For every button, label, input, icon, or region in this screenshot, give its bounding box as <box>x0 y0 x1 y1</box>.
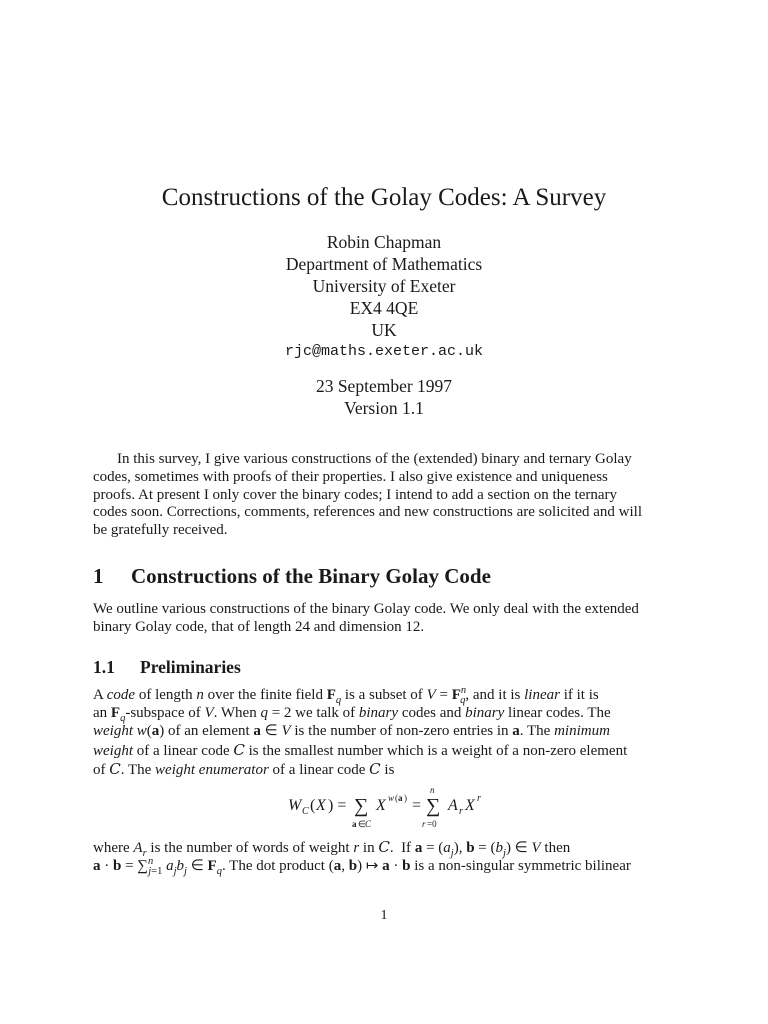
paper-title: Constructions of the Golay Codes: A Survey <box>161 184 607 211</box>
author-university: University of Exeter <box>312 276 456 296</box>
svg-text:a: a <box>352 819 357 829</box>
preliminaries-paragraph <box>93 686 685 779</box>
svg-text:∑: ∑ <box>426 795 441 817</box>
subsection-number: 1.1 <box>93 657 115 677</box>
subsection-heading <box>93 656 241 678</box>
svg-text:r: r <box>459 806 463 817</box>
svg-text:) =: ) = <box>328 797 347 814</box>
svg-text:w: w <box>388 793 395 803</box>
svg-text:(: ( <box>395 793 398 803</box>
abstract-line: proofs. At present I only cover the binary codes; I intend to add a section on the ternary <box>93 486 618 503</box>
author-department: Department of Mathematics <box>285 254 483 274</box>
svg-text:n: n <box>430 786 435 795</box>
svg-text:r: r <box>477 793 481 804</box>
paragraph-line: an $F_q$-subspace of V. When q = 2 we talk of binary codes and binary linear codes. The <box>93 705 611 725</box>
subsection-title: Preliminaries <box>140 657 241 677</box>
author-block <box>0 231 768 363</box>
abstract-line: be gratefully received. <box>93 522 228 539</box>
paper-version: Version 1.1 <box>344 398 424 418</box>
svg-text:X: X <box>465 797 475 814</box>
section-title: Constructions of the Binary Golay Code <box>131 564 491 588</box>
svg-text:W: W <box>288 797 302 814</box>
svg-text:X: X <box>376 797 386 814</box>
weight-enumerator-equation <box>288 786 488 830</box>
paragraph-line: We outline various constructions of the binary Golay code. We only deal with the extended <box>93 601 639 617</box>
author-country: UK <box>371 320 397 340</box>
svg-text:r: r <box>422 819 426 829</box>
svg-text:(: ( <box>310 797 316 814</box>
svg-text:∑: ∑ <box>354 795 369 817</box>
svg-text:X: X <box>316 797 326 814</box>
svg-text:=0: =0 <box>427 819 437 829</box>
svg-text:): ) <box>404 793 407 803</box>
paragraph-line: weight w(a) of an element a ∈ V is the number of non-zero entries in a. The minimum <box>93 723 610 740</box>
author-email: rjc@maths.exeter.ac.uk <box>284 343 484 360</box>
author-postcode: EX4 4QE <box>349 298 419 318</box>
svg-text:a: a <box>398 793 403 803</box>
svg-text:C: C <box>302 806 309 817</box>
paragraph-line: A code of length n over the finite field $F_q$ is a subset of $V = F^n_q$, and it is linear if it is <box>93 685 599 706</box>
paragraph-line: where $A_r$ is the number of words of weight r in C. If $a = (a_j)$, $b = (b_j)$ ∈ V then <box>93 838 571 859</box>
abstract-line: codes, sometimes with proofs of their properties. I also give existence and uniqueness <box>93 468 608 485</box>
section-number: 1 <box>93 564 104 588</box>
paragraph-line: binary Golay code, that of length 24 and dimension 12. <box>93 619 425 636</box>
abstract-line: In this survey, I give various constructions of the (extended) binary and ternary Golay <box>117 451 632 467</box>
paragraph-line: of C. The weight enumerator of a linear code C is <box>93 759 395 778</box>
dot-product-paragraph <box>93 838 685 878</box>
page-number: 1 <box>380 908 388 923</box>
paper-date: 23 September 1997 <box>315 376 453 396</box>
date-block <box>0 375 768 419</box>
section-intro-paragraph <box>93 600 685 636</box>
abstract-line: codes soon. Corrections, comments, references and new constructions are solicited and will <box>93 504 643 521</box>
svg-text:A: A <box>448 797 458 814</box>
svg-text:∈: ∈ <box>358 819 366 829</box>
paragraph-line: a · b = ∑$^n_{j=1}$ $a_jb_j$ ∈ $F_q$. The dot product (a, b) ↦ a · b is a non-singular symmetric bilinear <box>93 856 631 878</box>
section-heading <box>93 563 491 589</box>
abstract <box>93 451 685 540</box>
svg-text:=: = <box>412 797 422 814</box>
paragraph-line: weight of a linear code C is the smallest number which is a weight of a non-zero element <box>93 740 628 759</box>
equation-graphic <box>288 786 488 830</box>
author-name: Robin Chapman <box>326 232 442 252</box>
svg-text:C: C <box>365 819 372 829</box>
